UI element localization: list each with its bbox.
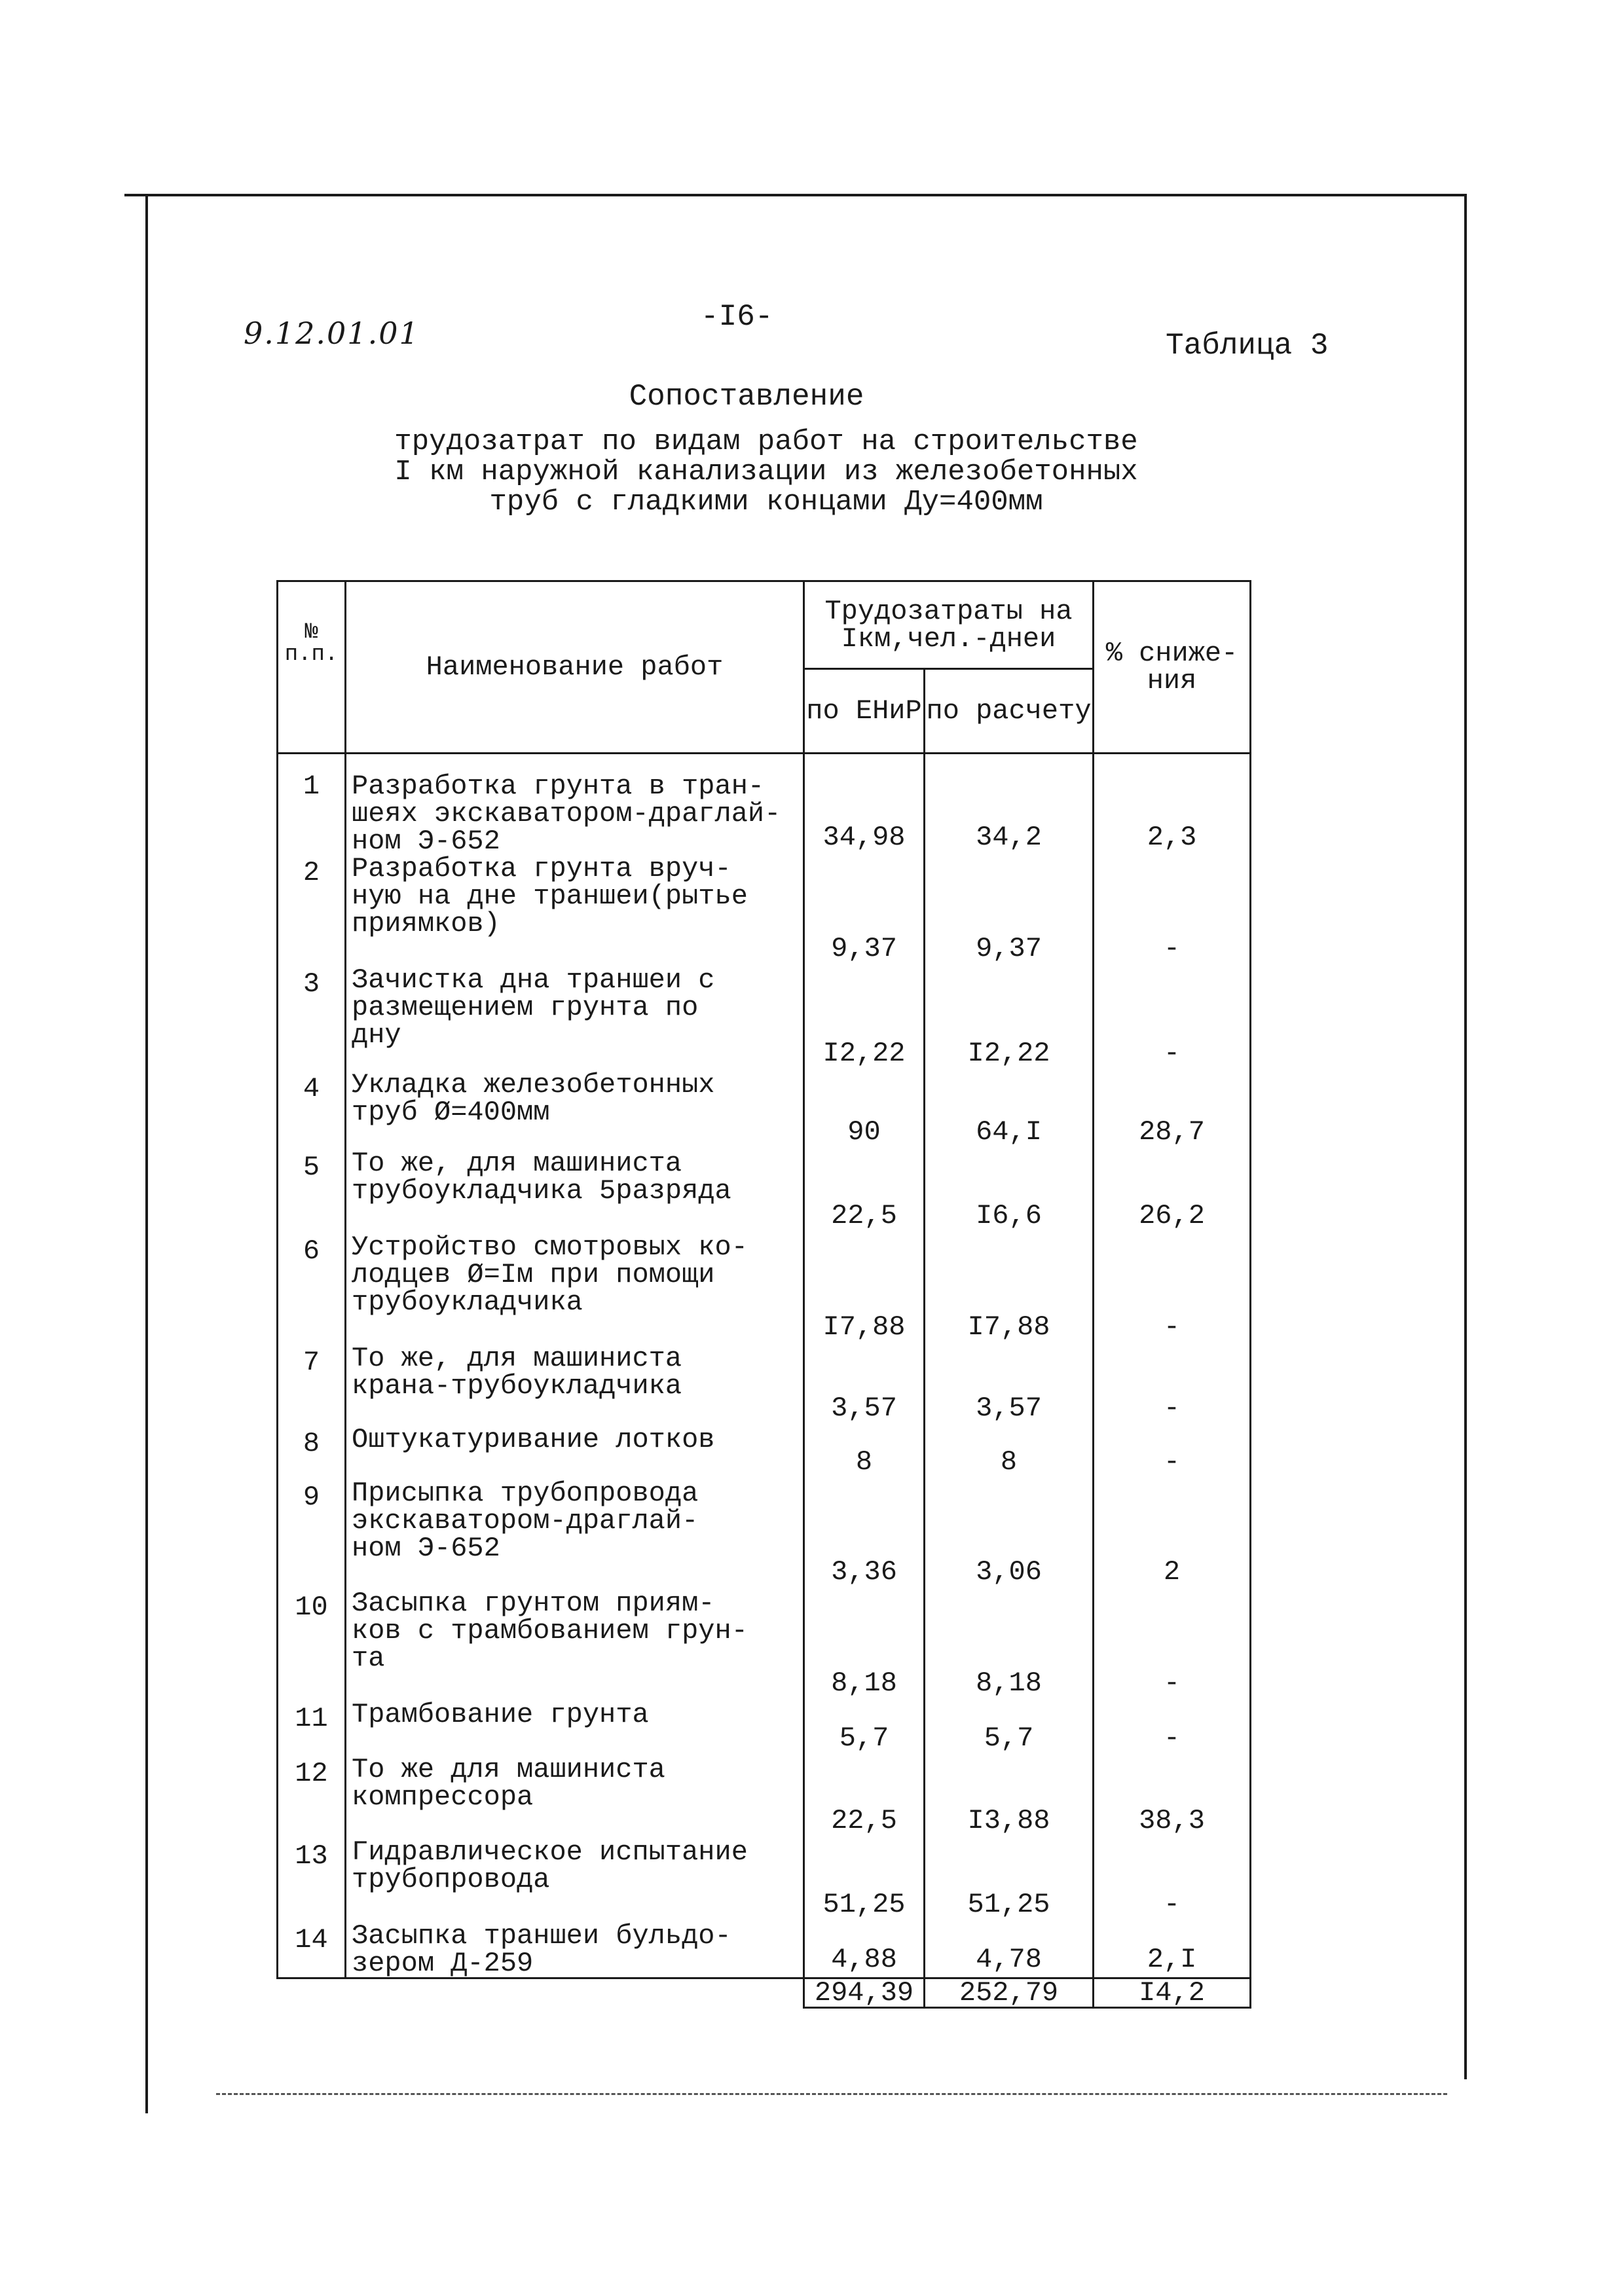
table-row	[278, 1426, 1251, 1480]
table-row	[278, 754, 1251, 856]
row-number: 11	[278, 1701, 346, 1756]
work-name: Гидравлическое испытание трубопровода	[346, 1838, 804, 1922]
calc-value: 5,7	[925, 1701, 1094, 1756]
calc-value: I3,88	[925, 1756, 1094, 1838]
total-enir: 294,39	[804, 1978, 925, 2008]
row-number: 6	[278, 1233, 346, 1345]
calc-value: 8	[925, 1426, 1094, 1480]
calc-value: I6,6	[925, 1150, 1094, 1233]
reduction-value: -	[1094, 855, 1251, 966]
header-enir: по ЕНиР	[804, 669, 925, 754]
work-name: Устройство смотровых ко- лодцев Ø=Iм при помощи трубоукладчика	[346, 1233, 804, 1345]
row-number: 13	[278, 1838, 346, 1922]
calc-value: 51,25	[925, 1838, 1094, 1922]
calc-value: 4,78	[925, 1922, 1094, 1978]
row-number: 1	[278, 754, 346, 856]
labor-comparison-table	[276, 580, 1251, 2009]
row-number: 8	[278, 1426, 346, 1480]
empty-cell	[346, 1978, 804, 2008]
row-number: 10	[278, 1590, 346, 1701]
reduction-value: -	[1094, 966, 1251, 1071]
table-row	[278, 1922, 1251, 1978]
reduction-value: -	[1094, 1701, 1251, 1756]
page-frame-top	[124, 194, 1467, 196]
row-number: 3	[278, 966, 346, 1071]
calc-value: 34,2	[925, 754, 1094, 856]
subtitle-line: I км наружной канализации из железобетонных	[394, 456, 1138, 488]
table-row	[278, 1590, 1251, 1701]
header-number: № п.п.	[278, 581, 346, 754]
subtitle-line: трудозатрат по видам работ на строительстве	[394, 426, 1138, 458]
reduction-value: -	[1094, 1233, 1251, 1345]
header-reduction-percent: % сниже-ния	[1094, 581, 1251, 754]
calc-value: I2,22	[925, 966, 1094, 1071]
table-row	[278, 1701, 1251, 1756]
document-code: 9.12.01.01	[244, 316, 420, 351]
reduction-value: 2	[1094, 1480, 1251, 1590]
reduction-value: 38,3	[1094, 1756, 1251, 1838]
row-number: 2	[278, 855, 346, 966]
enir-value: 3,36	[804, 1480, 925, 1590]
table-row	[278, 1756, 1251, 1838]
enir-value: 8	[804, 1426, 925, 1480]
enir-value: 8,18	[804, 1590, 925, 1701]
table-row	[278, 1480, 1251, 1590]
enir-value: 34,98	[804, 754, 925, 856]
page-frame-right	[1464, 194, 1467, 2079]
work-name: Зачистка дна траншеи с размещением грунта по дну	[346, 966, 804, 1071]
table-row	[278, 1345, 1251, 1426]
work-name: Оштукатуривание лотков	[346, 1426, 804, 1480]
work-name: Присыпка трубопровода экскаватором-драглай- ном Э-652	[346, 1480, 804, 1590]
row-number: 7	[278, 1345, 346, 1426]
enir-value: I7,88	[804, 1233, 925, 1345]
table-row	[278, 1150, 1251, 1233]
total-reduction: I4,2	[1094, 1978, 1251, 2008]
enir-value: 4,88	[804, 1922, 925, 1978]
enir-value: 9,37	[804, 855, 925, 966]
work-name: Укладка железобетонных труб Ø=400мм	[346, 1071, 804, 1150]
reduction-value: 2,I	[1094, 1922, 1251, 1978]
page-frame-bottom	[216, 2093, 1447, 2095]
reduction-value: 26,2	[1094, 1150, 1251, 1233]
page-title: Сопоставление	[629, 380, 864, 414]
header-labor-costs: Трудозатраты на Iкм,чел.-днеи	[804, 581, 1094, 669]
work-name: Засыпка грунтом приям- ков с трамбованием грун- та	[346, 1590, 804, 1701]
reduction-value: 28,7	[1094, 1071, 1251, 1150]
calc-value: 3,57	[925, 1345, 1094, 1426]
table-row	[278, 1071, 1251, 1150]
calc-value: 64,I	[925, 1071, 1094, 1150]
work-name: Засыпка траншеи бульдо- зером Д-259	[346, 1922, 804, 1978]
subtitle-line: труб с гладкими концами Ду=400мм	[489, 486, 1043, 519]
reduction-value: -	[1094, 1590, 1251, 1701]
page-frame-left	[145, 194, 148, 2113]
table-row	[278, 1233, 1251, 1345]
work-name: Разработка грунта в тран- шеях экскаватором-драглай- ном Э-652	[346, 754, 804, 856]
row-number: 9	[278, 1480, 346, 1590]
work-name: Разработка грунта вруч- ную на дне траншеи(рытье приямков)	[346, 855, 804, 966]
calc-value: 9,37	[925, 855, 1094, 966]
table-label: Таблица 3	[1166, 329, 1329, 363]
row-number: 12	[278, 1756, 346, 1838]
header-work-name: Наименование работ	[346, 581, 804, 754]
calc-value: I7,88	[925, 1233, 1094, 1345]
page-number: -I6-	[701, 300, 773, 334]
calc-value: 3,06	[925, 1480, 1094, 1590]
header-calculation: по расчету	[925, 669, 1094, 754]
row-number: 14	[278, 1922, 346, 1978]
table-row	[278, 966, 1251, 1071]
work-name: Трамбование грунта	[346, 1701, 804, 1756]
row-number: 4	[278, 1071, 346, 1150]
totals-row	[278, 1978, 1251, 2008]
enir-value: 5,7	[804, 1701, 925, 1756]
reduction-value: -	[1094, 1426, 1251, 1480]
reduction-value: 2,3	[1094, 754, 1251, 856]
work-name: То же, для машиниста крана-трубоукладчика	[346, 1345, 804, 1426]
reduction-value: -	[1094, 1345, 1251, 1426]
table-row	[278, 855, 1251, 966]
table-row	[278, 1838, 1251, 1922]
row-number: 5	[278, 1150, 346, 1233]
enir-value: 51,25	[804, 1838, 925, 1922]
enir-value: 90	[804, 1071, 925, 1150]
enir-value: 22,5	[804, 1150, 925, 1233]
enir-value: 3,57	[804, 1345, 925, 1426]
calc-value: 8,18	[925, 1590, 1094, 1701]
work-name: То же, для машиниста трубоукладчика 5разряда	[346, 1150, 804, 1233]
work-name: То же для машиниста компрессора	[346, 1756, 804, 1838]
total-calc: 252,79	[925, 1978, 1094, 2008]
enir-value: 22,5	[804, 1756, 925, 1838]
empty-cell	[278, 1978, 346, 2008]
page-subtitle	[367, 427, 1166, 517]
enir-value: I2,22	[804, 966, 925, 1071]
reduction-value: -	[1094, 1838, 1251, 1922]
